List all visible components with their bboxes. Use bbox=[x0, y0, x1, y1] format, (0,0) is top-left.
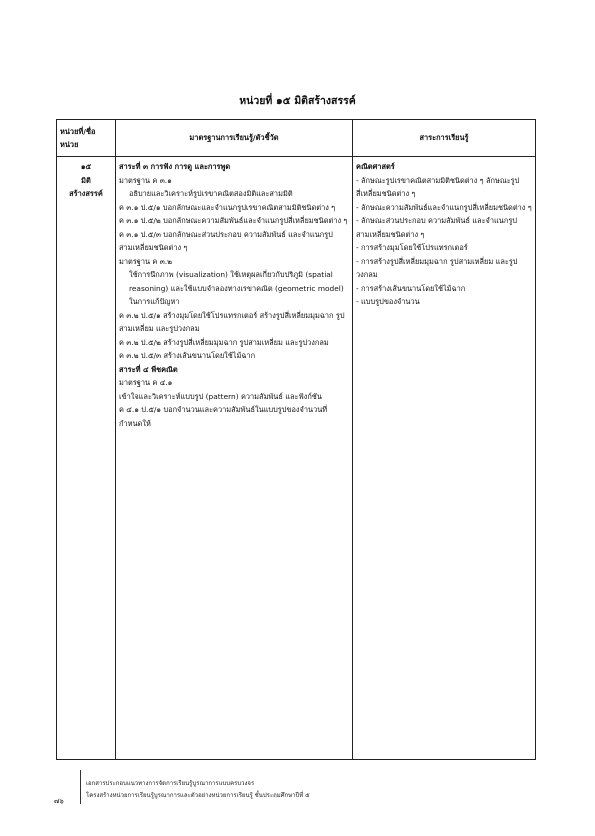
standard-line: ค ๓.๒ ป.๕/๒ สร้างรูปสี่เหลี่ยมมุมฉาก รูปสามเหลี่ยม และรูปวงกลม bbox=[119, 337, 329, 347]
standard-line: ค ๓.๑ ป.๕/๑ บอกลักษณะและจำแนกรูปเรขาคณิตสามมิติชนิดต่าง ๆ bbox=[119, 202, 336, 212]
standard-line: ค ๓.๑ ป.๕/๓ บอกลักษณะส่วนประกอบ ความสัมพันธ์ และจำแนกรูปสามเหลี่ยมชนิดต่าง ๆ bbox=[119, 229, 333, 252]
header-content: สาระการเรียนรู้ bbox=[353, 120, 536, 157]
header-standards: มาตรฐานการเรียนรู้/ตัวชี้วัด bbox=[116, 120, 353, 157]
unit-name-2: สร้างสรรค์ bbox=[69, 189, 103, 198]
page-footer bbox=[0, 770, 595, 810]
unit-name-1: มิติ bbox=[81, 175, 91, 185]
standard-line: ค ๔.๑ ป.๕/๑ บอกจำนวนและความสัมพันธ์ในแบบรูปของจำนวนที่กำหนดให้ bbox=[119, 405, 328, 428]
standard-line: ค ๓.๒ ป.๕/๑ สร้างมุมโดยใช้โปรแทรกเตอร์ สร้างรูปสี่เหลี่ยมมุมฉาก รูปสามเหลี่ยม และรูปวงกลม bbox=[119, 310, 345, 333]
content-line: - แบบรูปของจำนวน bbox=[356, 297, 420, 306]
page-number: ๗๖ bbox=[54, 797, 64, 805]
standard-line: ค ๓.๒ ป.๕/๓ สร้างเส้นขนานโดยใช้ไม้ฉาก bbox=[119, 351, 256, 360]
header-unit: หน่วยที่/ชื่อหน่วย bbox=[57, 120, 116, 157]
content-line: - ลักษณะส่วนประกอบ ความสัมพันธ์ และจำแนกรูปสามเหลี่ยมชนิดต่าง ๆ bbox=[356, 216, 517, 239]
footer-line-2: โครงสร้างหน่วยการเรียนรู้บูรณาการและตัวอย่างหน่วยการเรียนรู้ ชั้นประถมศึกษาปีที่ ๕ bbox=[86, 792, 310, 799]
content-line: - ลักษณะรูปเรขาคณิตสามมิติชนิดต่าง ๆ ลักษณะรูปสี่เหลี่ยมชนิดต่าง ๆ bbox=[356, 175, 520, 198]
standard-line: อธิบายและวิเคราะห์รูปเรขาคณิตสองมิติและสามมิติ bbox=[129, 189, 293, 198]
standard-line: สาระที่ ๔ พีชคณิต bbox=[119, 364, 178, 374]
content-line: - ลักษณะความสัมพันธ์และจำแนกรูปสี่เหลี่ยมชนิดต่าง ๆ bbox=[356, 202, 532, 212]
unit-number: ๑๕ bbox=[80, 162, 92, 171]
standards-cell bbox=[116, 157, 353, 760]
standard-line: ค ๓.๑ ป.๕/๒ บอกลักษณะความสัมพันธ์และจำแนกรูปสี่เหลี่ยมชนิดต่าง ๆ bbox=[119, 216, 348, 225]
standard-line: มาตรฐาน ค ๓.๑ bbox=[119, 175, 172, 185]
footer-line-1: เอกสารประกอบแนวทางการจัดการเรียนรู้บูรณาการแบบครบวงจร bbox=[86, 780, 255, 787]
standard-line: ใช้การนึกภาพ (visualization) ใช้เหตุผลเกี่ยวกับปริภูมิ (spatial reasoning) และใช้แบบจำลองทางเรขาคณิต (geometric model) ในการแก้ปัญหา bbox=[129, 270, 344, 306]
page-title: หน่วยที่ ๑๕ มิติสร้างสรรค์ bbox=[239, 95, 356, 107]
content-cell bbox=[353, 157, 536, 760]
content-line: - การสร้างมุมโดยใช้โปรแทรกเตอร์ bbox=[356, 243, 468, 252]
standard-line: สาระที่ ๓ การฟัง การดู และการพูด bbox=[119, 162, 231, 171]
table-header-row bbox=[57, 120, 536, 157]
standard-line: มาตรฐาน ค ๓.๒ bbox=[119, 256, 172, 266]
footer-divider bbox=[80, 770, 81, 804]
unit-cell bbox=[57, 157, 116, 760]
content-line: - การสร้างเส้นขนานโดยใช้ไม้ฉาก bbox=[356, 283, 466, 293]
standard-line: เข้าใจและวิเคราะห์แบบรูป (pattern) ความสัมพันธ์ และฟังก์ชัน bbox=[119, 391, 322, 401]
content-line: - การสร้างรูปสี่เหลี่ยมมุมฉาก รูปสามเหลี่ยม และรูปวงกลม bbox=[356, 256, 518, 279]
table-row bbox=[57, 157, 536, 760]
unit-table bbox=[56, 119, 536, 760]
standard-line: มาตรฐาน ค ๔.๑ bbox=[119, 378, 173, 387]
content-line: คณิตศาสตร์ bbox=[356, 162, 395, 171]
